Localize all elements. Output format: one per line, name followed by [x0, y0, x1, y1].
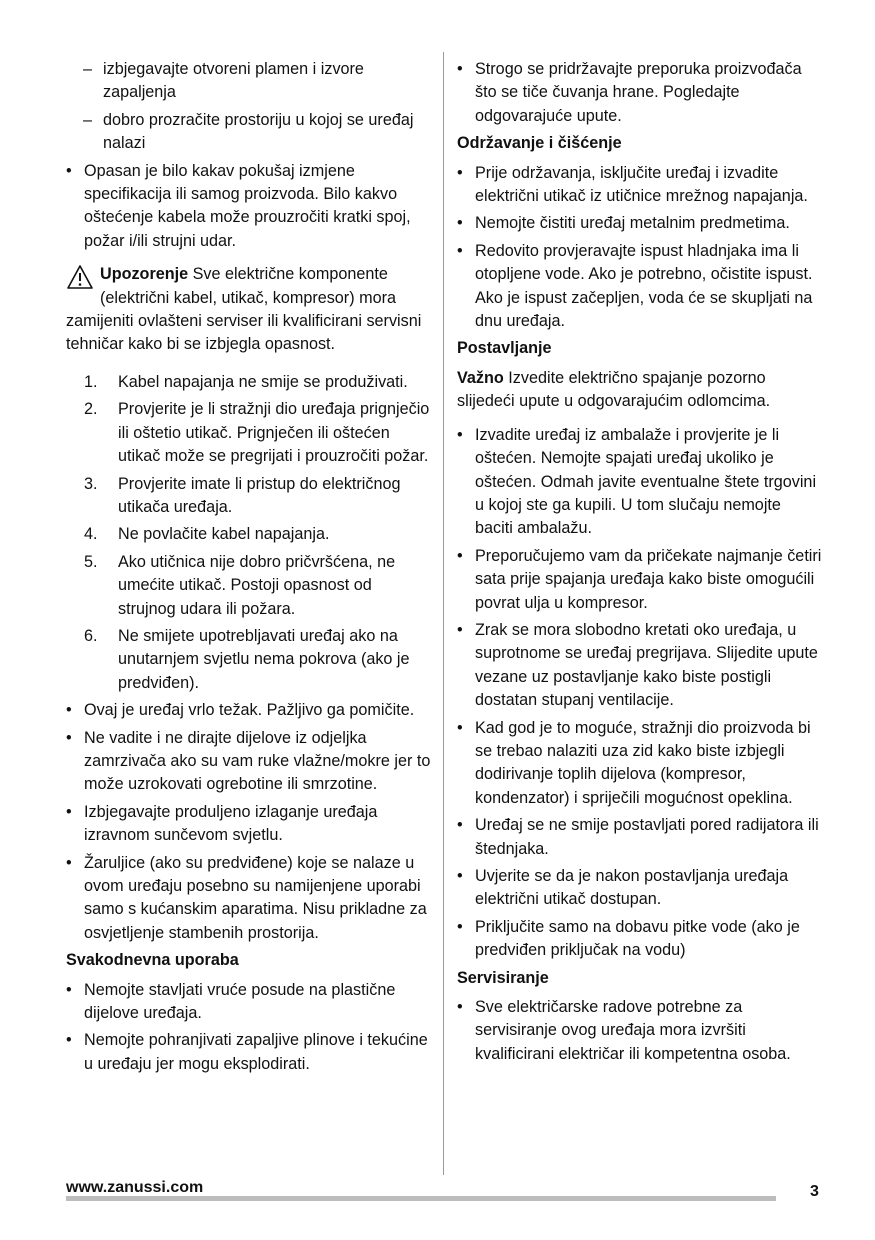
- bullet-item: • Žaruljice (ako su predviđene) koje se nalaze u ovom uređaju posebno su namijenjene uporabi samo s kućanskim aparatima. Nisu prikladne za osvjetljenje stambenih prostorija.: [66, 852, 431, 946]
- bullet-item: • Prije održavanja, isključite uređaj i izvadite električni utikač iz utičnice mrežnog napajanja.: [457, 162, 822, 209]
- bullet-item: • Nemojte stavljati vruće posude na plastične dijelove uređaja.: [66, 979, 431, 1026]
- item-number: 3.: [84, 474, 98, 493]
- numbered-item: [66, 473, 431, 520]
- item-number: 6.: [84, 626, 98, 645]
- bullet-item: • Kad god je to moguće, stražnji dio proizvoda bi se trebao nalaziti uza zid kako biste izbjegli dodirivanje toplih dijelova (kompresor, kondenzator) i spriječili mogućnost opeklina.: [457, 717, 822, 811]
- item-number: 4.: [84, 525, 98, 544]
- bullet-item: • Ovaj je uređaj vrlo težak. Pažljivo ga pomičite.: [66, 699, 431, 722]
- item-number: 1.: [84, 372, 98, 391]
- section-heading-daily-use: Svakodnevna uporaba: [66, 951, 239, 970]
- item-text: Kabel napajanja ne smije se produživati.: [118, 372, 408, 391]
- section-heading-maintenance: Održavanje i čišćenje: [457, 134, 622, 153]
- bullet-item: • Uređaj se ne smije postavljati pored radijatora ili štednjaka.: [457, 814, 822, 861]
- bullet-item: • Opasan je bilo kakav pokušaj izmjene specifikacija ili samog proizvoda. Bilo kakvo oštećenje kabela može prouzročiti kratki spoj, požar i/ili strujni udar.: [66, 160, 431, 254]
- bullet-item: • Uvjerite se da je nakon postavljanja uređaja električni utikač dostupan.: [457, 865, 822, 912]
- bullet-item: • Nemojte čistiti uređaj metalnim predmetima.: [457, 212, 822, 235]
- bullet-item: • Zrak se mora slobodno kretati oko uređaja, u suprotnome se uređaj pregrijava. Slijedite upute vezane uz postavljanje kako biste postigli dostatan stupanj ventilacije.: [457, 619, 822, 713]
- item-text: Ako utičnica nije dobro pričvršćena, ne umećite utikač. Postoji opasnost od strujnog udara ili požara.: [118, 552, 396, 618]
- bullet-item: • Priključite samo na dobavu pitke vode (ako je predviđen priključak na vodu): [457, 916, 822, 963]
- bullet-item: • Preporučujemo vam da pričekate najmanje četiri sata prije spajanja uređaja kako biste omogućili povrat ulja u kompresor.: [457, 545, 822, 615]
- numbered-item: [66, 371, 431, 394]
- important-text: Izvedite električno spajanje pozorno slijedeći upute u odgovarajućim odlomcima.: [457, 368, 771, 411]
- dash-item: – dobro prozračite prostoriju u kojoj se uređaj nalazi: [66, 109, 431, 156]
- warning-triangle-icon: [66, 264, 94, 290]
- item-text: Ne smijete upotrebljavati uređaj ako na unutarnjem svjetlu nema pokrova (ako je predviđen).: [118, 626, 410, 692]
- item-number: 2.: [84, 400, 98, 419]
- right-column: [457, 58, 822, 1070]
- warning-block: [66, 263, 431, 357]
- dash-item: – izbjegavajte otvoreni plamen i izvore zapaljenja: [66, 58, 431, 105]
- footer-rule: [66, 1196, 776, 1201]
- bullet-item: • Strogo se pridržavajte preporuka proizvođača što se tiče čuvanja hrane. Pogledajte odgovarajuće upute.: [457, 58, 822, 128]
- item-text: Provjerite imate li pristup do električnog utikača uređaja.: [118, 474, 401, 516]
- section-heading-installation: Postavljanje: [457, 339, 552, 358]
- bullet-item: • Izbjegavajte produljeno izlaganje uređaja izravnom sunčevom svjetlu.: [66, 801, 431, 848]
- numbered-item: [66, 551, 431, 621]
- numbered-item: [66, 523, 431, 546]
- bullet-item: • Redovito provjeravajte ispust hladnjaka ima li otopljene vode. Ako je potrebno, očistite ispust. Ako je ispust začepljen, voda će se skupljati na dnu uređaja.: [457, 240, 822, 334]
- item-text: Ne povlačite kabel napajanja.: [118, 525, 330, 544]
- numbered-item: [66, 625, 431, 695]
- bullet-item: • Ne vadite i ne dirajte dijelove iz odjeljka zamrzivača ako su vam ruke vlažne/mokre jer to može uzrokovati ogrebotine ili smrzotine.: [66, 727, 431, 797]
- left-column: [66, 58, 431, 1080]
- item-number: 5.: [84, 552, 98, 571]
- numbered-item: [66, 398, 431, 468]
- column-divider: [443, 52, 444, 1175]
- warning-label: Upozorenje: [100, 265, 189, 284]
- section-heading-servicing: Servisiranje: [457, 968, 549, 987]
- bullet-item: • Izvadite uređaj iz ambalaže i provjerite je li oštećen. Nemojte spajati uređaj ukoliko je oštećen. Odmah javite eventualne štete trgovini u kojoj ste ga kupili. U tom slučaju nemojte baciti ambalažu.: [457, 424, 822, 541]
- important-label: Važno: [457, 368, 504, 387]
- footer-website-link[interactable]: www.zanussi.com: [66, 1179, 204, 1196]
- bullet-item: • Sve električarske radove potrebne za servisiranje ovog uređaja mora izvršiti kvalificirani električar ili kompetentna osoba.: [457, 996, 822, 1066]
- warning-text: Sve električne komponente (električni kabel, utikač, kompresor) mora zamijeniti ovlašteni serviser ili kvalificirani servisni tehničar kako bi se izbjegla opasnost.: [66, 265, 422, 354]
- item-text: Provjerite je li stražnji dio uređaja prignječio ili oštetio utikač. Prignječen ili oštećen utikač može se pregrijati i prouzročiti požar.: [118, 400, 430, 466]
- important-note: [457, 367, 822, 414]
- page-number: 3: [810, 1183, 819, 1200]
- bullet-item: • Nemojte pohranjivati zapaljive plinove i tekućine u uređaju jer mogu eksplodirati.: [66, 1029, 431, 1076]
